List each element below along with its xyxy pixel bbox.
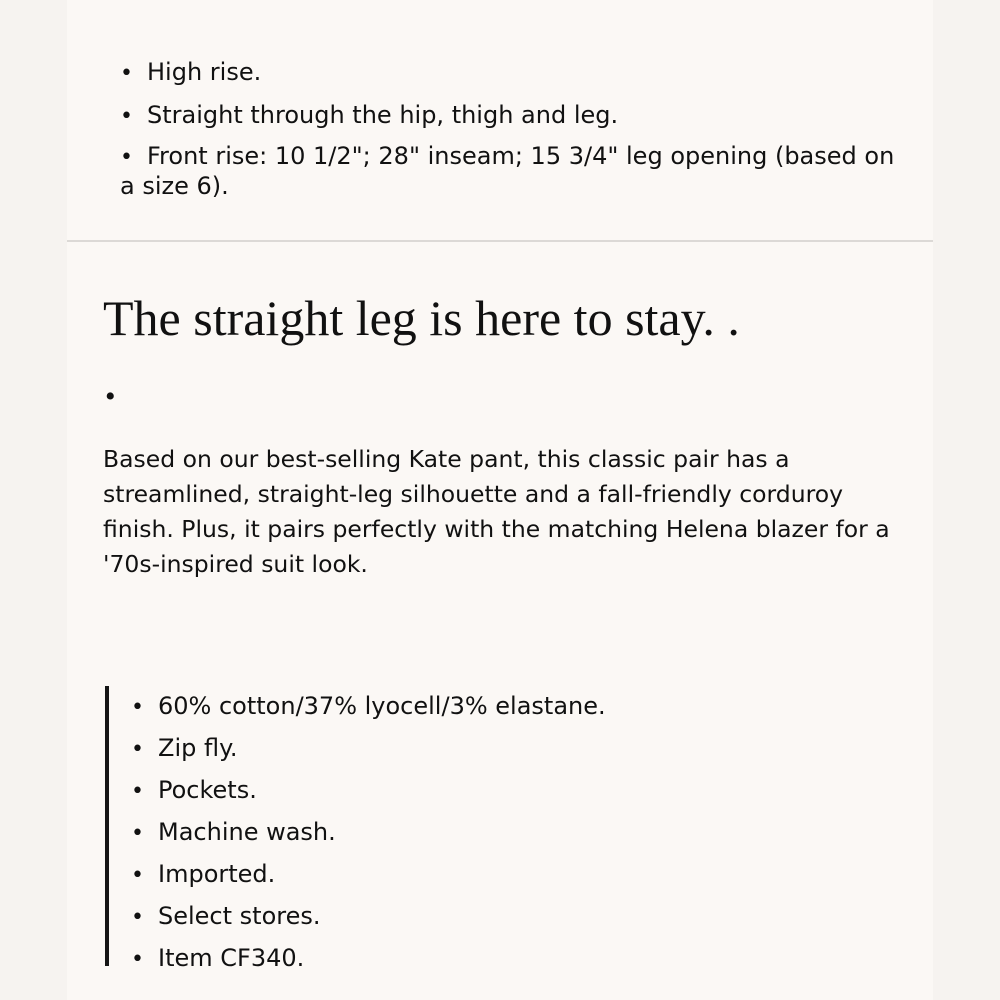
product-details-panel [67, 0, 933, 1000]
list-item [120, 142, 910, 201]
spec-text: Imported. [158, 860, 276, 888]
product-specs-block [105, 686, 809, 972]
bullet-icon: • [131, 863, 144, 888]
bullet-icon: • [120, 145, 133, 170]
fit-details-list [120, 58, 910, 214]
bullet-icon: • [131, 737, 144, 762]
spec-text: Machine wash. [158, 818, 336, 846]
spec-text: 60% cotton/37% lyocell/3% elastane. [158, 692, 606, 720]
list-item [131, 938, 809, 980]
list-item [131, 812, 809, 854]
bullet-icon: • [131, 821, 144, 846]
fit-detail-text: Straight through the hip, thigh and leg. [147, 101, 619, 129]
list-item [120, 101, 910, 131]
list-item [131, 770, 809, 812]
product-specs-list [109, 686, 809, 980]
fit-detail-text: High rise. [147, 58, 262, 86]
bullet-icon: • [131, 947, 144, 972]
headline-trailing-dot: • [105, 380, 116, 413]
list-item [120, 58, 910, 88]
spec-text: Item CF340. [158, 944, 305, 972]
list-item [131, 896, 809, 938]
bullet-icon: • [120, 104, 133, 129]
spec-text: Select stores. [158, 902, 321, 930]
spec-text: Pockets. [158, 776, 257, 804]
bullet-icon: • [120, 61, 133, 86]
product-headline: The straight leg is here to stay. . [103, 290, 740, 346]
bullet-icon: • [131, 905, 144, 930]
list-item [131, 728, 809, 770]
bullet-icon: • [131, 695, 144, 720]
section-divider [67, 240, 933, 242]
product-description: Based on our best-selling Kate pant, this classic pair has a streamlined, straight-leg silhouette and a fall-friendly corduroy finish. Plus, it pairs perfectly with the matching Helena blazer for a '70s-inspired suit look. [103, 445, 890, 578]
spec-text: Zip fly. [158, 734, 238, 762]
fit-detail-text: Front rise: 10 1/2"; 28" inseam; 15 3/4" leg opening (based on a size 6). [120, 142, 895, 200]
list-item [131, 686, 809, 728]
list-item [131, 854, 809, 896]
bullet-icon: • [131, 779, 144, 804]
